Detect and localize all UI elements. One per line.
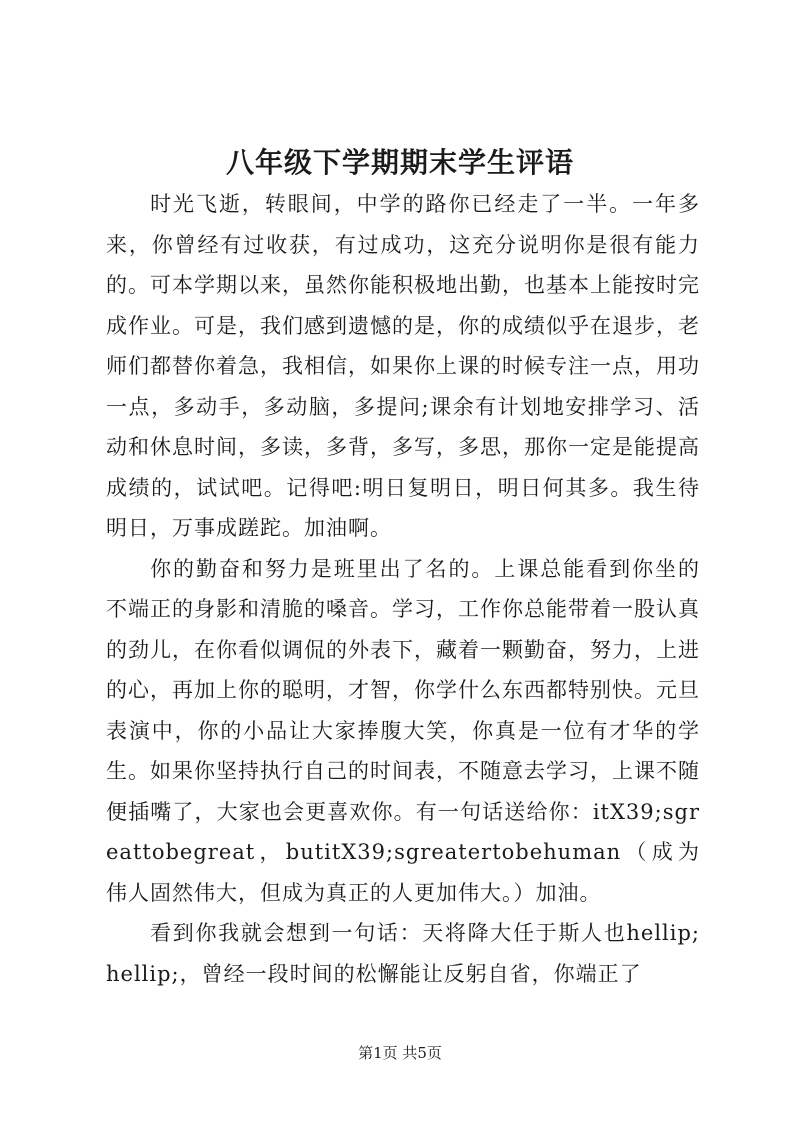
paragraph-1: 时光飞逝，转眼间，中学的路你已经走了一半。一年多来，你曾经有过收获，有过成功，这充分说明你是很有能力的。可本学期以来，虽然你能积极地出勤，也基本上能按时完成作业。可是，我们感到遗憾的是，你的成绩似乎在退步，老师们都替你着急，我相信，如果你上课的时候专注一点，用功一点，多动手，多动脑，多提问;课余有计划地安排学习、活动和休息时间，多读，多背，多写，多思，那你一定是能提高成绩的，试试吧。记得吧:明日复明日，明日何其多。我生待明日，万事成蹉跎。加油啊。 (106, 192, 700, 540)
document-title: 八年级下学期期末学生评语 (225, 146, 574, 179)
page-footer: 第1页 共5页 (358, 1044, 442, 1062)
paragraph-3: 看到你我就会想到一句话：天将降大任于斯人也hellip;hellip;，曾经一段时间的松懈能让反躬自省，你端正了 (106, 921, 700, 986)
paragraph-2: 你的勤奋和努力是班里出了名的。上课总能看到你坐的不端正的身影和清脆的嗓音。学习，工作你总能带着一股认真的劲儿，在你看似调侃的外表下，藏着一颗勤奋，努力，上进的心，再加上你的聪明，才智，你学什么东西都特别快。元旦表演中，你的小品让大家捧腹大笑，你真是一位有才华的学生。如果你坚持执行自己的时间表，不随意去学习，上课不随便插嘴了，大家也会更喜欢你。有一句话送给你：itX39;sgreattobegreat，butitX39;sgreatertobehuman（成为伟人固然伟大，但成为真正的人更加伟大。）加油。 (106, 556, 700, 905)
document-body (106, 184, 700, 994)
